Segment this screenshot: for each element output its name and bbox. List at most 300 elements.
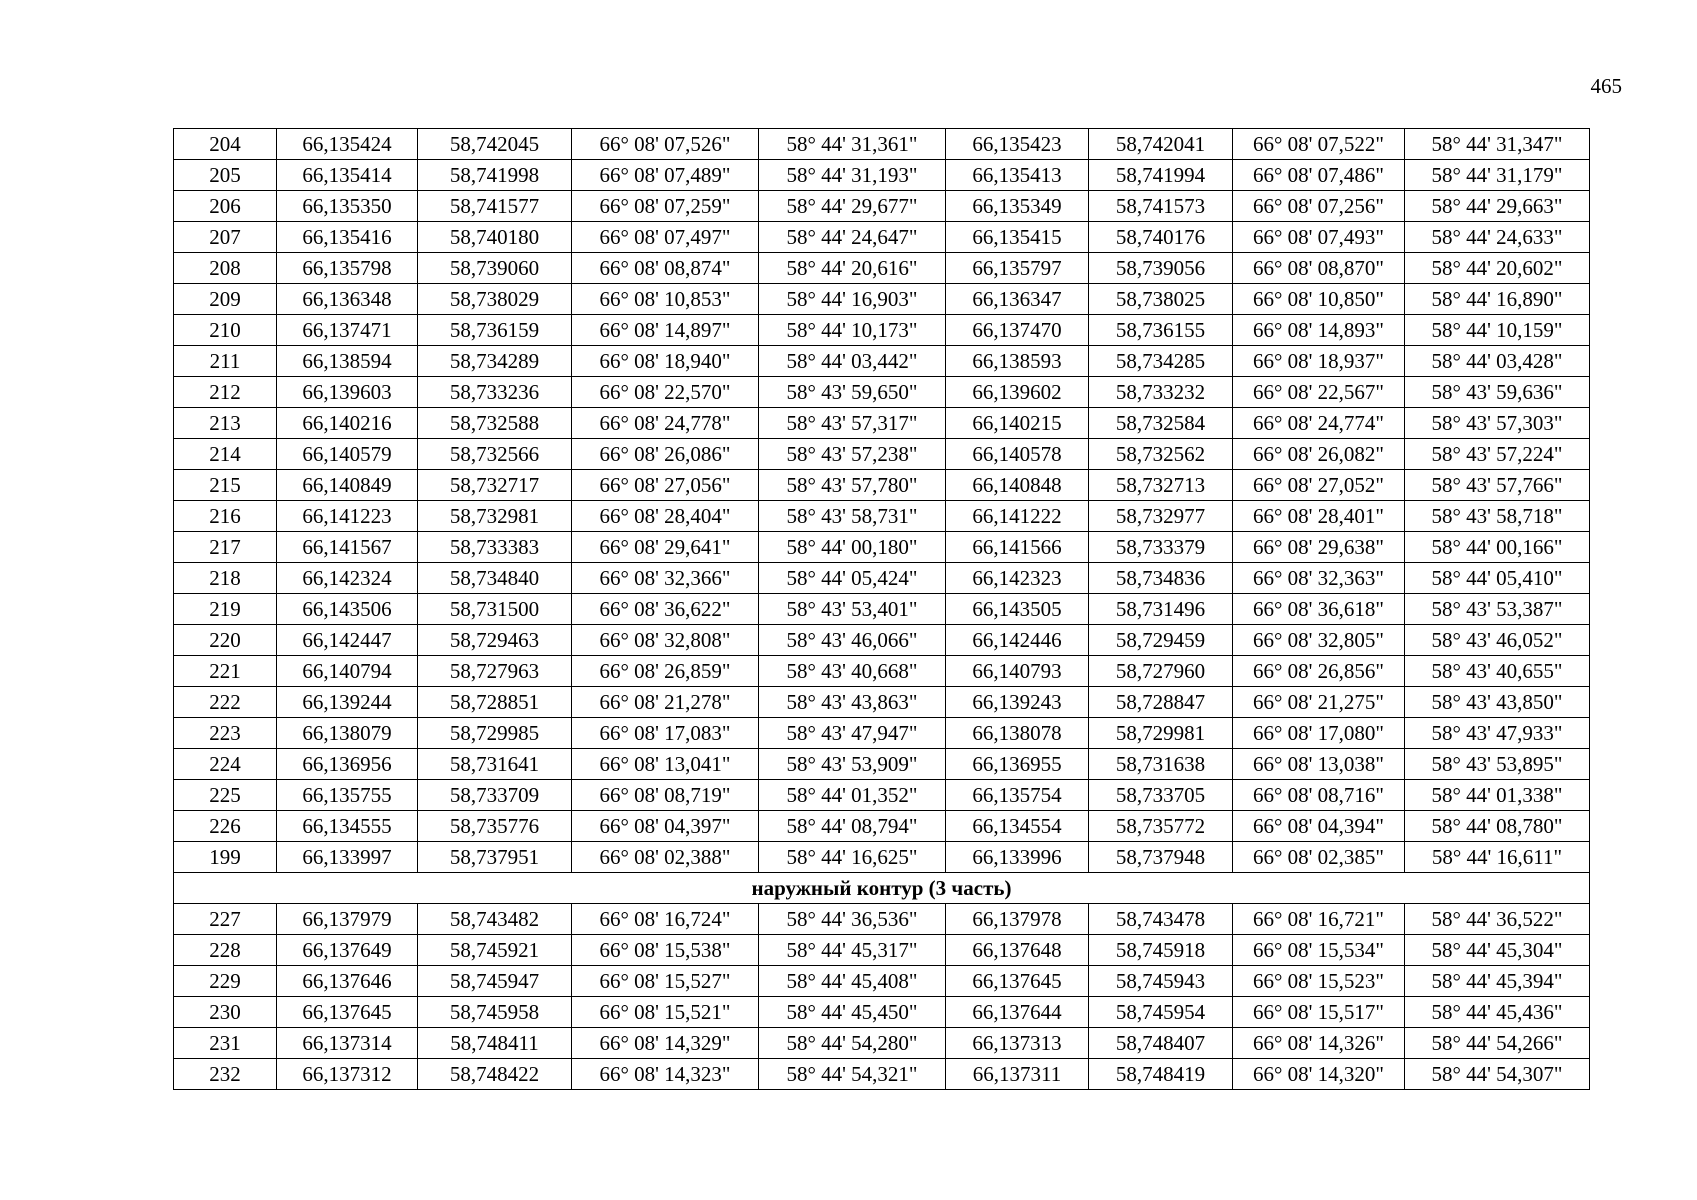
table-cell: 66,138594: [277, 346, 418, 377]
table-cell: 210: [174, 315, 277, 346]
table-cell: 58° 43' 57,224": [1405, 439, 1590, 470]
table-cell: 66° 08' 07,259": [572, 191, 759, 222]
table-cell: 66° 08' 32,808": [572, 625, 759, 656]
table-cell: 66° 08' 22,567": [1233, 377, 1405, 408]
table-cell: 66° 08' 21,278": [572, 687, 759, 718]
table-row: [174, 315, 1590, 346]
table-cell: 231: [174, 1028, 277, 1059]
table-row: [174, 563, 1590, 594]
table-cell: 58,748422: [418, 1059, 572, 1090]
table-cell: 58,742045: [418, 129, 572, 160]
table-cell: 58° 44' 45,408": [759, 966, 946, 997]
table-cell: 66,134554: [946, 811, 1089, 842]
table-cell: 66° 08' 24,774": [1233, 408, 1405, 439]
table-cell: 58° 44' 29,663": [1405, 191, 1590, 222]
table-cell: 58,734840: [418, 563, 572, 594]
table-cell: 66,138079: [277, 718, 418, 749]
table-cell: 58° 44' 00,180": [759, 532, 946, 563]
page-number: 465: [1590, 74, 1622, 98]
table-row: [174, 439, 1590, 470]
table-cell: 66,136955: [946, 749, 1089, 780]
table-cell: 58,727963: [418, 656, 572, 687]
table-cell: 66° 08' 16,724": [572, 904, 759, 935]
table-cell: 66,141223: [277, 501, 418, 532]
table-cell: 66° 08' 04,394": [1233, 811, 1405, 842]
table-cell: 66° 08' 27,052": [1233, 470, 1405, 501]
table-cell: 66° 08' 27,056": [572, 470, 759, 501]
table-row: [174, 594, 1590, 625]
table-cell: 58,727960: [1089, 656, 1233, 687]
table-row: [174, 687, 1590, 718]
table-cell: 58,745954: [1089, 997, 1233, 1028]
table-cell: 58° 43' 43,863": [759, 687, 946, 718]
table-row: [174, 532, 1590, 563]
table-cell: 58° 44' 10,173": [759, 315, 946, 346]
table-cell: 66,139603: [277, 377, 418, 408]
table-cell: 66° 08' 32,363": [1233, 563, 1405, 594]
table-cell: 66,135415: [946, 222, 1089, 253]
table-row: [174, 749, 1590, 780]
table-cell: 66,137648: [946, 935, 1089, 966]
table-cell: 66,140793: [946, 656, 1089, 687]
table-cell: 66,140578: [946, 439, 1089, 470]
table-cell: 66,136956: [277, 749, 418, 780]
table-cell: 66,133997: [277, 842, 418, 873]
table-row: [174, 191, 1590, 222]
table-cell: 58,737948: [1089, 842, 1233, 873]
table-row: [174, 780, 1590, 811]
table-cell: 66,141566: [946, 532, 1089, 563]
table-cell: 58,732981: [418, 501, 572, 532]
table-cell: 66° 08' 14,893": [1233, 315, 1405, 346]
table-cell: 58° 43' 57,303": [1405, 408, 1590, 439]
table-cell: 58° 44' 20,602": [1405, 253, 1590, 284]
table-cell: 224: [174, 749, 277, 780]
table-row: [174, 1059, 1590, 1090]
table-cell: 58,745921: [418, 935, 572, 966]
table-cell: 66,139602: [946, 377, 1089, 408]
table-cell: 66° 08' 08,716": [1233, 780, 1405, 811]
table-row: [174, 501, 1590, 532]
table-cell: 219: [174, 594, 277, 625]
table-cell: 223: [174, 718, 277, 749]
table-cell: 66° 08' 17,080": [1233, 718, 1405, 749]
table-cell: 58,740180: [418, 222, 572, 253]
table-cell: 58,745947: [418, 966, 572, 997]
table-cell: 66,137471: [277, 315, 418, 346]
table-cell: 58° 44' 10,159": [1405, 315, 1590, 346]
table-cell: 215: [174, 470, 277, 501]
table-cell: 58° 43' 57,780": [759, 470, 946, 501]
table-cell: 66° 08' 32,805": [1233, 625, 1405, 656]
table-cell: 58° 44' 03,442": [759, 346, 946, 377]
table-cell: 58,741573: [1089, 191, 1233, 222]
table-cell: 58,736155: [1089, 315, 1233, 346]
table-cell: 66° 08' 02,385": [1233, 842, 1405, 873]
table-cell: 58,728851: [418, 687, 572, 718]
table-row: [174, 222, 1590, 253]
table-cell: 66° 08' 29,641": [572, 532, 759, 563]
table-cell: 66,142323: [946, 563, 1089, 594]
table-cell: 66° 08' 18,940": [572, 346, 759, 377]
table-cell: 66° 08' 08,874": [572, 253, 759, 284]
table-cell: 228: [174, 935, 277, 966]
table-cell: 204: [174, 129, 277, 160]
table-cell: 58,737951: [418, 842, 572, 873]
table-cell: 58° 44' 01,338": [1405, 780, 1590, 811]
table-row: [174, 842, 1590, 873]
table-cell: 58° 44' 31,347": [1405, 129, 1590, 160]
table-cell: 227: [174, 904, 277, 935]
table-cell: 66° 08' 14,329": [572, 1028, 759, 1059]
table-cell: 66° 08' 15,521": [572, 997, 759, 1028]
table-cell: 58,728847: [1089, 687, 1233, 718]
table-cell: 66° 08' 15,534": [1233, 935, 1405, 966]
table-cell: 58° 43' 53,387": [1405, 594, 1590, 625]
table-cell: 207: [174, 222, 277, 253]
table-cell: 58,734285: [1089, 346, 1233, 377]
table-row: [174, 811, 1590, 842]
table-cell: 66,137311: [946, 1059, 1089, 1090]
table-cell: 58,733383: [418, 532, 572, 563]
table-cell: 199: [174, 842, 277, 873]
table-cell: 58,743482: [418, 904, 572, 935]
table-cell: 66,137646: [277, 966, 418, 997]
table-cell: 66° 08' 10,853": [572, 284, 759, 315]
table-cell: 58° 44' 00,166": [1405, 532, 1590, 563]
table-cell: 58° 44' 54,307": [1405, 1059, 1590, 1090]
table-cell: 58° 44' 05,410": [1405, 563, 1590, 594]
coordinates-table: [173, 128, 1590, 1090]
table-cell: 58° 43' 46,066": [759, 625, 946, 656]
table-cell: 58° 44' 45,450": [759, 997, 946, 1028]
table-cell: 66° 08' 28,404": [572, 501, 759, 532]
table-cell: 66,138078: [946, 718, 1089, 749]
table-cell: 66° 08' 16,721": [1233, 904, 1405, 935]
table-cell: 58,729985: [418, 718, 572, 749]
table-cell: 66,136347: [946, 284, 1089, 315]
table-cell: 58° 44' 08,780": [1405, 811, 1590, 842]
table-cell: 66,135797: [946, 253, 1089, 284]
table-cell: 66° 08' 08,719": [572, 780, 759, 811]
table-cell: 66,140216: [277, 408, 418, 439]
table-cell: 58° 44' 08,794": [759, 811, 946, 842]
table-cell: 58° 44' 45,304": [1405, 935, 1590, 966]
table-cell: 58,729459: [1089, 625, 1233, 656]
table-cell: 66° 08' 28,401": [1233, 501, 1405, 532]
table-cell: 58,735776: [418, 811, 572, 842]
table-cell: 66,135413: [946, 160, 1089, 191]
table-cell: 66° 08' 07,522": [1233, 129, 1405, 160]
table-cell: 66,135350: [277, 191, 418, 222]
table-cell: 58° 44' 45,394": [1405, 966, 1590, 997]
table-cell: 66° 08' 15,538": [572, 935, 759, 966]
table-cell: 58,731638: [1089, 749, 1233, 780]
table-cell: 66,135755: [277, 780, 418, 811]
table-cell: 58,732588: [418, 408, 572, 439]
table-cell: 58° 43' 40,655": [1405, 656, 1590, 687]
table-cell: 58,739060: [418, 253, 572, 284]
section-row: [174, 873, 1590, 904]
table-cell: 66° 08' 15,517": [1233, 997, 1405, 1028]
table-cell: 58,748419: [1089, 1059, 1233, 1090]
table-cell: 66° 08' 32,366": [572, 563, 759, 594]
table-cell: 58,733705: [1089, 780, 1233, 811]
table-cell: 66,137649: [277, 935, 418, 966]
table-cell: 66° 08' 22,570": [572, 377, 759, 408]
table-cell: 213: [174, 408, 277, 439]
table-cell: 66,137979: [277, 904, 418, 935]
table-cell: 220: [174, 625, 277, 656]
table-cell: 58° 43' 53,401": [759, 594, 946, 625]
table-cell: 58,735772: [1089, 811, 1233, 842]
table-cell: 66,141222: [946, 501, 1089, 532]
table-cell: 58° 43' 57,238": [759, 439, 946, 470]
table-cell: 58° 44' 45,436": [1405, 997, 1590, 1028]
table-cell: 58,745958: [418, 997, 572, 1028]
table-cell: 58,741577: [418, 191, 572, 222]
table-cell: 58° 43' 59,636": [1405, 377, 1590, 408]
table-row: [174, 935, 1590, 966]
table-cell: 58° 44' 24,647": [759, 222, 946, 253]
table-row: [174, 408, 1590, 439]
table-cell: 66° 08' 14,897": [572, 315, 759, 346]
table-cell: 66,140794: [277, 656, 418, 687]
table-cell: 66,137645: [277, 997, 418, 1028]
table-cell: 66,140215: [946, 408, 1089, 439]
table-cell: 58,729981: [1089, 718, 1233, 749]
table-cell: 66,137645: [946, 966, 1089, 997]
table-cell: 58,738029: [418, 284, 572, 315]
table-cell: 66,139244: [277, 687, 418, 718]
table-cell: 217: [174, 532, 277, 563]
table-cell: 222: [174, 687, 277, 718]
table-cell: 66° 08' 07,489": [572, 160, 759, 191]
table-cell: 66° 08' 24,778": [572, 408, 759, 439]
table-cell: 58,732717: [418, 470, 572, 501]
table-row: [174, 656, 1590, 687]
table-cell: 66° 08' 07,256": [1233, 191, 1405, 222]
table-cell: 66° 08' 14,320": [1233, 1059, 1405, 1090]
table-cell: 225: [174, 780, 277, 811]
table-row: [174, 997, 1590, 1028]
table-cell: 66,135754: [946, 780, 1089, 811]
table-cell: 58° 44' 24,633": [1405, 222, 1590, 253]
table-cell: 58,733709: [418, 780, 572, 811]
table-cell: 66° 08' 14,323": [572, 1059, 759, 1090]
table-cell: 58° 43' 47,947": [759, 718, 946, 749]
table-cell: 66° 08' 13,041": [572, 749, 759, 780]
table-row: [174, 284, 1590, 315]
table-cell: 58,736159: [418, 315, 572, 346]
table-cell: 66° 08' 26,082": [1233, 439, 1405, 470]
table-cell: 66,137313: [946, 1028, 1089, 1059]
table-cell: 58,748411: [418, 1028, 572, 1059]
table-cell: 66,138593: [946, 346, 1089, 377]
table-cell: 66,141567: [277, 532, 418, 563]
table-cell: 66,142447: [277, 625, 418, 656]
table-cell: 66,139243: [946, 687, 1089, 718]
table-cell: 209: [174, 284, 277, 315]
table-cell: 58° 43' 47,933": [1405, 718, 1590, 749]
table-cell: 66° 08' 18,937": [1233, 346, 1405, 377]
table-cell: 58° 44' 01,352": [759, 780, 946, 811]
table-cell: 226: [174, 811, 277, 842]
table-cell: 66,142324: [277, 563, 418, 594]
table-cell: 66° 08' 26,859": [572, 656, 759, 687]
table-cell: 58° 43' 58,731": [759, 501, 946, 532]
table-cell: 66° 08' 36,622": [572, 594, 759, 625]
table-cell: 66,134555: [277, 811, 418, 842]
table-cell: 58° 44' 05,424": [759, 563, 946, 594]
table-cell: 58° 44' 31,179": [1405, 160, 1590, 191]
table-cell: 66° 08' 13,038": [1233, 749, 1405, 780]
table-cell: 58,743478: [1089, 904, 1233, 935]
table-cell: 66° 08' 08,870": [1233, 253, 1405, 284]
table-cell: 58,732584: [1089, 408, 1233, 439]
table-row: [174, 718, 1590, 749]
table-cell: 58° 44' 54,321": [759, 1059, 946, 1090]
table-cell: 58° 44' 16,625": [759, 842, 946, 873]
table-cell: 66,137312: [277, 1059, 418, 1090]
table-cell: 58° 43' 59,650": [759, 377, 946, 408]
table-row: [174, 1028, 1590, 1059]
table-cell: 58° 44' 03,428": [1405, 346, 1590, 377]
table-cell: 66° 08' 26,856": [1233, 656, 1405, 687]
table-cell: 205: [174, 160, 277, 191]
table-cell: 229: [174, 966, 277, 997]
table-cell: 66° 08' 15,523": [1233, 966, 1405, 997]
table-cell: 66,136348: [277, 284, 418, 315]
table-cell: 66° 08' 26,086": [572, 439, 759, 470]
table-cell: 216: [174, 501, 277, 532]
table-cell: 66° 08' 14,326": [1233, 1028, 1405, 1059]
table-cell: 58° 44' 31,361": [759, 129, 946, 160]
table-cell: 58,734289: [418, 346, 572, 377]
table-cell: 66° 08' 10,850": [1233, 284, 1405, 315]
table-cell: 211: [174, 346, 277, 377]
table-cell: 66° 08' 15,527": [572, 966, 759, 997]
table-cell: 221: [174, 656, 277, 687]
table-cell: 58,738025: [1089, 284, 1233, 315]
table-cell: 66° 08' 07,526": [572, 129, 759, 160]
table-cell: 58° 44' 36,536": [759, 904, 946, 935]
table-cell: 58,741998: [418, 160, 572, 191]
table-cell: 66° 08' 07,497": [572, 222, 759, 253]
table-cell: 208: [174, 253, 277, 284]
table-cell: 58,731641: [418, 749, 572, 780]
table-cell: 58,732977: [1089, 501, 1233, 532]
table-cell: 58° 44' 45,317": [759, 935, 946, 966]
table-cell: 66,140579: [277, 439, 418, 470]
table-cell: 58,740176: [1089, 222, 1233, 253]
table-cell: 58,745918: [1089, 935, 1233, 966]
table-row: [174, 129, 1590, 160]
table-cell: 58° 44' 54,266": [1405, 1028, 1590, 1059]
table-row: [174, 966, 1590, 997]
table-cell: 206: [174, 191, 277, 222]
table-row: [174, 377, 1590, 408]
table-cell: 232: [174, 1059, 277, 1090]
table-cell: 58,742041: [1089, 129, 1233, 160]
table-cell: 214: [174, 439, 277, 470]
table-cell: 218: [174, 563, 277, 594]
table-cell: 58,745943: [1089, 966, 1233, 997]
table-cell: 66° 08' 07,493": [1233, 222, 1405, 253]
table-cell: 66,142446: [946, 625, 1089, 656]
table-cell: 66° 08' 29,638": [1233, 532, 1405, 563]
table-cell: 58,733236: [418, 377, 572, 408]
table-cell: 66° 08' 02,388": [572, 842, 759, 873]
table-cell: 230: [174, 997, 277, 1028]
table-cell: 58° 44' 36,522": [1405, 904, 1590, 935]
table-cell: 66° 08' 07,486": [1233, 160, 1405, 191]
table-cell: 58,731500: [418, 594, 572, 625]
table-cell: 58° 44' 16,890": [1405, 284, 1590, 315]
table-cell: 66,135798: [277, 253, 418, 284]
table-row: [174, 346, 1590, 377]
table-cell: 66° 08' 17,083": [572, 718, 759, 749]
table-row: [174, 904, 1590, 935]
table-cell: 58,741994: [1089, 160, 1233, 191]
table-cell: 58° 43' 40,668": [759, 656, 946, 687]
table-cell: 66,137644: [946, 997, 1089, 1028]
table-cell: 66,135416: [277, 222, 418, 253]
table-cell: 58,731496: [1089, 594, 1233, 625]
table-body: [174, 129, 1590, 1090]
table-cell: 66° 08' 36,618": [1233, 594, 1405, 625]
table-cell: 58° 44' 16,903": [759, 284, 946, 315]
table-cell: 66,140848: [946, 470, 1089, 501]
table-cell: 58,732713: [1089, 470, 1233, 501]
table-cell: 58° 44' 20,616": [759, 253, 946, 284]
table-cell: 66,135349: [946, 191, 1089, 222]
table-cell: 58,733379: [1089, 532, 1233, 563]
table-cell: 58° 44' 16,611": [1405, 842, 1590, 873]
table-cell: 58° 43' 46,052": [1405, 625, 1590, 656]
table-cell: 58° 43' 53,895": [1405, 749, 1590, 780]
table-cell: 66,143506: [277, 594, 418, 625]
table-cell: 66° 08' 04,397": [572, 811, 759, 842]
table-cell: 66,137314: [277, 1028, 418, 1059]
table-cell: 58° 43' 43,850": [1405, 687, 1590, 718]
table-cell: 66,135423: [946, 129, 1089, 160]
table-cell: 58,734836: [1089, 563, 1233, 594]
table-cell: 58,739056: [1089, 253, 1233, 284]
table-cell: 66,143505: [946, 594, 1089, 625]
table-cell: 58,732562: [1089, 439, 1233, 470]
table-cell: 58,729463: [418, 625, 572, 656]
table-cell: 58° 43' 57,317": [759, 408, 946, 439]
table-cell: 58,732566: [418, 439, 572, 470]
table-cell: 66,140849: [277, 470, 418, 501]
table-cell: 66,135414: [277, 160, 418, 191]
table-cell: 212: [174, 377, 277, 408]
table-cell: 58° 44' 31,193": [759, 160, 946, 191]
table-cell: 66,137978: [946, 904, 1089, 935]
table-row: [174, 160, 1590, 191]
table-cell: 58° 44' 54,280": [759, 1028, 946, 1059]
table-cell: 58° 44' 29,677": [759, 191, 946, 222]
table-row: [174, 625, 1590, 656]
table-row: [174, 253, 1590, 284]
section-title: наружный контур (3 часть): [174, 873, 1590, 904]
table-cell: 58° 43' 53,909": [759, 749, 946, 780]
table-cell: 58° 43' 58,718": [1405, 501, 1590, 532]
table-cell: 58° 43' 57,766": [1405, 470, 1590, 501]
table-cell: 66° 08' 21,275": [1233, 687, 1405, 718]
table-cell: 66,135424: [277, 129, 418, 160]
